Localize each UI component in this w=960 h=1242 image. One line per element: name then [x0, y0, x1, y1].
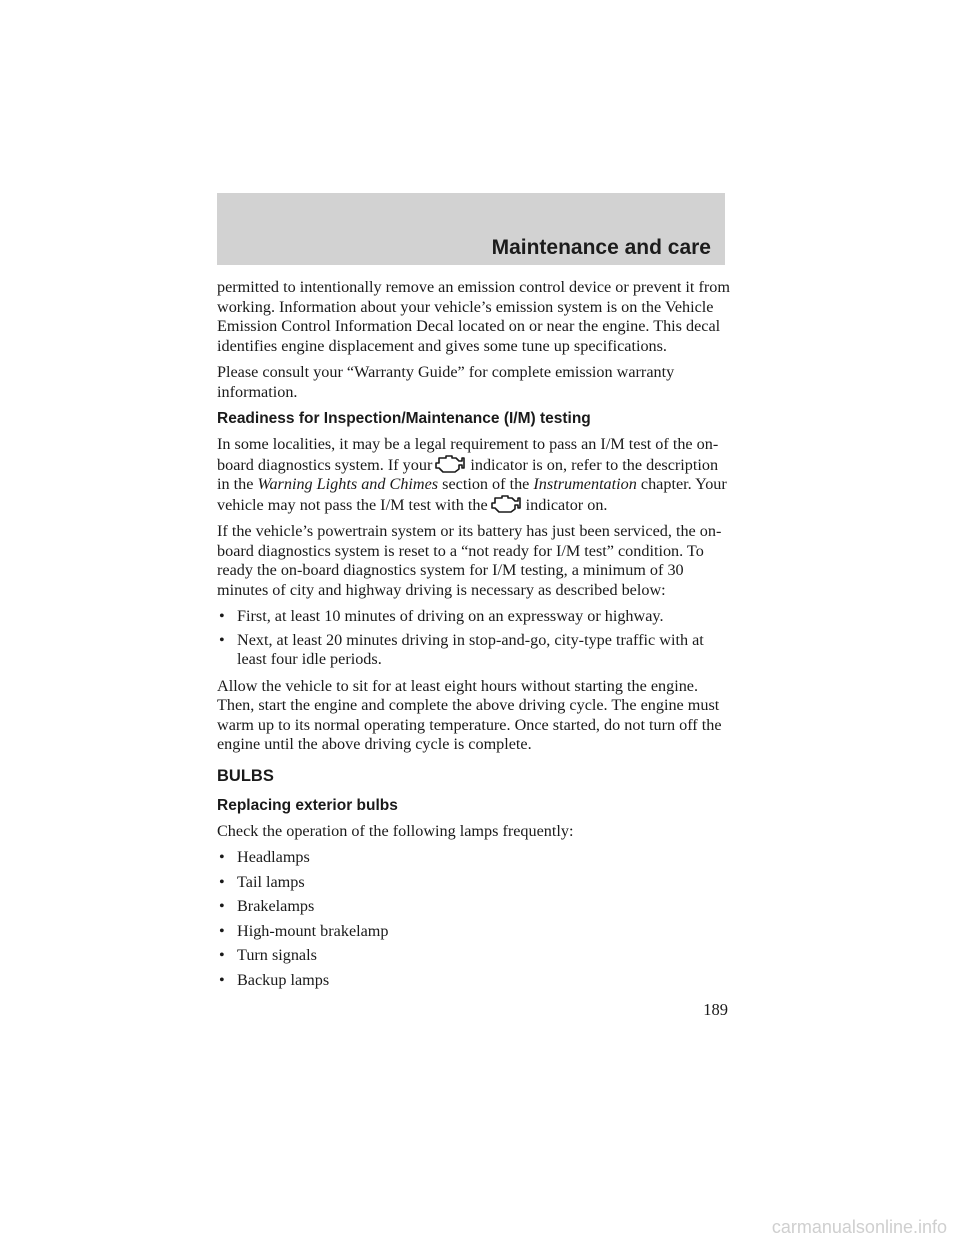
check-engine-icon: [434, 455, 466, 473]
readiness-text-2: indicator is on, refer to the description in the: [217, 455, 719, 493]
list-item: • Turn signals: [217, 946, 731, 966]
readiness-heading: Readiness for Inspection/Maintenance (I/M) testing: [217, 410, 591, 427]
section-title: Maintenance and care: [491, 236, 711, 259]
warranty-paragraph: Please consult your “Warranty Guide” for complete emission warranty information.: [217, 363, 675, 401]
list-item: • Tail lamps: [217, 873, 731, 893]
allow-paragraph: Allow the vehicle to sit for at least eight hours without starting the engine. Then, start the engine and complete the above driving cycle. The engine must warm up to its normal operating temperature. Once started, do not turn off the engine until the above driving cycle is complete.: [217, 676, 722, 753]
list-item: • Backup lamps: [217, 971, 731, 991]
replacing-bulbs-heading: Replacing exterior bulbs: [217, 796, 398, 814]
list-item: • First, at least 10 minutes of driving on an expressway or highway.: [217, 607, 731, 627]
check-paragraph: Check the operation of the following lamps frequently:: [217, 821, 574, 840]
watermark: carmanualsonline.info: [771, 1217, 947, 1237]
intro-paragraph: permitted to intentionally remove an emission control device or prevent it from working. Information about your vehicle’s emission system is on the Vehicle Emission Control Information Decal located on or near the engine. This decal identifies engine displacement and gives some tune up specifications.: [217, 278, 730, 355]
warning-lights-reference: Warning Lights and Chimes: [257, 475, 439, 493]
page-number: 189: [703, 1000, 728, 1019]
list-item: • Brakelamps: [217, 897, 731, 917]
readiness-text-1: In some localities, it may be a legal requirement to pass an I/M test of the on-board diagnostics system. If your: [217, 435, 719, 474]
list-item: • Next, at least 20 minutes driving in stop-and-go, city-type traffic with at least four idle periods.: [217, 631, 731, 670]
page-content: [217, 278, 731, 997]
powertrain-paragraph: If the vehicle’s powertrain system or its battery has just been serviced, the on-board diagnostics system is reset to a “not ready for I/M test” condition. To ready the on-board diagnostics system for I/M testing, a minimum of 30 minutes of city and highway driving is necessary as described below:: [217, 522, 722, 599]
driving-steps-list: [217, 607, 731, 670]
readiness-text-4: chapter. Your vehicle may not pass the I/M test with the: [217, 475, 727, 514]
list-item: • High-mount brakelamp: [217, 922, 731, 942]
section-header-band: [217, 193, 725, 265]
lamps-list: [217, 848, 731, 990]
readiness-text-5: indicator on.: [525, 495, 608, 514]
instrumentation-reference: Instrumentation: [533, 475, 637, 493]
readiness-text-3: section of the: [442, 475, 530, 493]
bulbs-heading: BULBS: [217, 766, 274, 785]
list-item: • Headlamps: [217, 848, 731, 868]
readiness-paragraph: [217, 435, 731, 515]
check-engine-icon: [490, 495, 522, 513]
